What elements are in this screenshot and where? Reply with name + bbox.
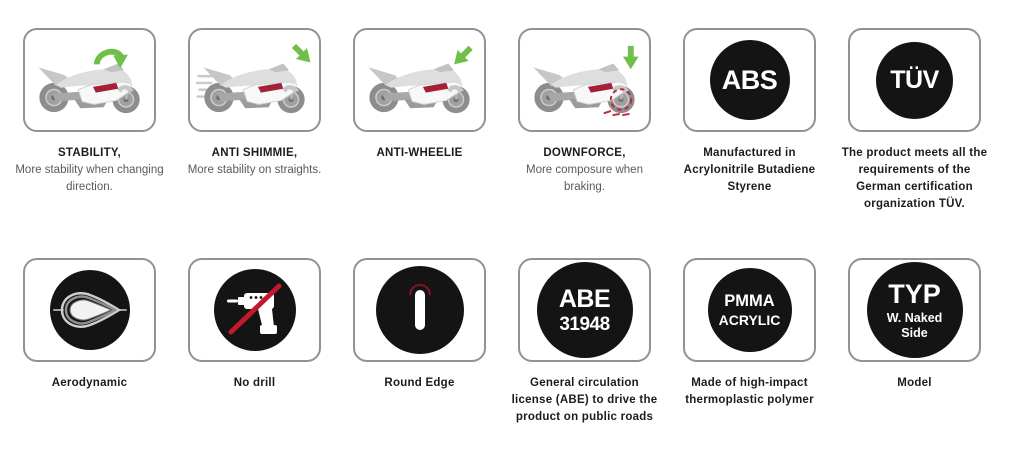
feature-card-round-edge [353,258,486,426]
feature-illustration-frame [188,28,321,132]
feature-title: Manufactured in Acrylonitrile Butadiene Styrene [683,147,816,193]
feature-caption [508,145,661,196]
tuv-badge-icon [876,42,953,119]
feature-title: Made of high-impact thermoplastic polymer [685,377,814,406]
feature-card-aerodynamic [23,258,156,426]
feature-title: ANTI-WHEELIE [376,147,463,159]
feature-caption [178,145,331,179]
abs-badge-icon [710,40,790,120]
feature-card-abe [511,258,658,426]
feature-title: No drill [233,377,276,389]
feature-caption [508,375,661,426]
feature-illustration-frame [683,258,816,362]
feature-card-downforce [518,28,651,258]
feature-title: General circulation license (ABE) to drive the product on public roads [511,377,658,423]
feature-illustration-frame [188,258,321,362]
feature-title: Model [897,377,932,389]
feature-title: Aerodynamic [51,377,128,389]
feature-illustration-frame [23,258,156,362]
feature-description: More stability on straights. [187,164,322,176]
feature-caption [673,375,826,409]
badge-text: TYP [888,278,941,309]
badge-text: ABS [721,64,778,95]
feature-card-anti-wheelie [353,28,486,258]
aerodynamic-icon [50,270,130,350]
feature-illustration-frame [518,28,651,132]
abe-badge-icon [537,262,633,358]
feature-illustration-frame [518,258,651,362]
feature-title: ANTI SHIMMIE, [211,147,298,159]
feature-illustration-frame [683,28,816,132]
feature-illustration-frame [353,28,486,132]
badge-text: TÜV [890,65,939,94]
feature-title: The product meets all the requirements of the German certification organization TÜV. [841,147,988,210]
feature-card-anti-shimmie [188,28,321,258]
round-edge-icon [376,266,464,354]
feature-caption [838,375,991,392]
feature-description: More composure when braking. [526,164,643,193]
feature-card-abs [683,28,816,258]
feature-caption [13,145,166,196]
feature-description: More stability when changing direction. [15,164,164,193]
typ-badge-icon [867,262,963,358]
feature-caption [13,375,166,392]
feature-caption [343,145,496,162]
feature-title: DOWNFORCE, [543,147,626,159]
motorcycle-front-arrow-icon [361,43,479,117]
no-drill-icon [214,269,296,351]
feature-caption [838,145,991,213]
motorcycle-braking-arrow-icon [526,43,644,117]
badge-text: ACRYLIC [718,311,781,328]
feature-card-stability [15,28,164,258]
feature-caption [343,375,496,392]
badge-text: Side [901,326,928,340]
feature-illustration-frame [353,258,486,362]
feature-caption [178,375,331,392]
feature-caption [673,145,826,196]
feature-illustration-frame [848,28,981,132]
motorcycle-turning-arrow-icon [31,43,149,117]
pmma-badge-icon [708,268,792,352]
feature-title: Round Edge [384,377,455,389]
feature-card-model [848,258,981,426]
badge-text: ABE [558,284,611,313]
badge-text: W. Naked [886,310,943,325]
motorcycle-speedlines-arrow-icon [196,43,314,117]
feature-illustration-frame [848,258,981,362]
feature-title: STABILITY, [58,147,121,159]
feature-illustration-frame [23,28,156,132]
feature-card-pmma [683,258,816,426]
feature-card-no-drill [188,258,321,426]
badge-text: PMMA [724,292,775,311]
feature-card-tuv [841,28,988,258]
badge-text: 31948 [559,313,610,335]
